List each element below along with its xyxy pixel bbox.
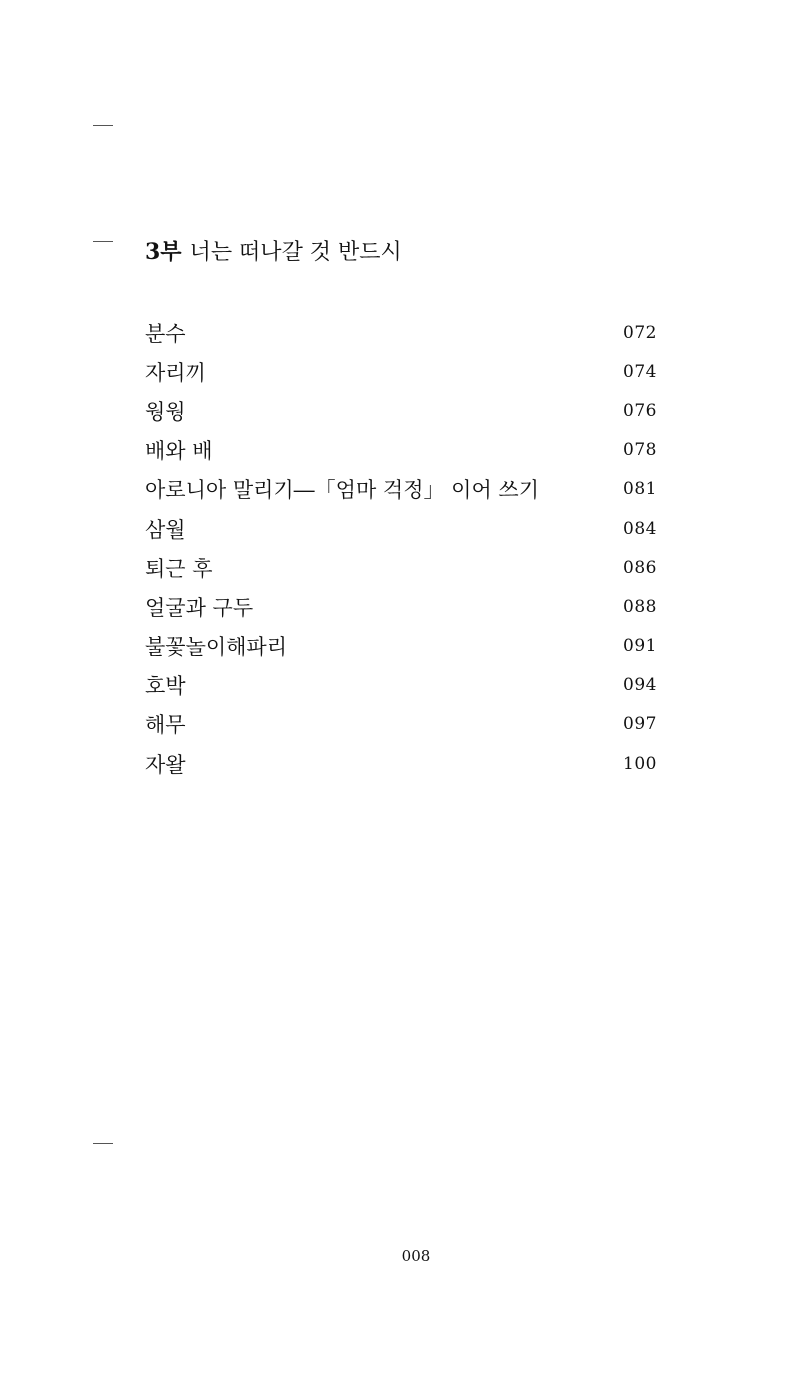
entry-title: 해무 — [145, 713, 186, 738]
entry-page-number: 074 — [623, 361, 657, 382]
toc-entry — [145, 431, 657, 470]
entry-title: 웡웡 — [145, 399, 186, 424]
entry-title: 얼굴과 구두 — [145, 595, 254, 620]
entry-page-number: 086 — [623, 557, 657, 578]
toc-entry — [145, 352, 657, 391]
toc-entry — [145, 470, 657, 509]
section-title — [145, 236, 402, 269]
entry-page-number: 097 — [623, 714, 657, 735]
entry-page-number: 081 — [623, 479, 657, 500]
entry-page-number: 072 — [623, 322, 657, 343]
entry-title: 불꽃놀이해파리 — [145, 635, 288, 660]
entry-page-number: 076 — [623, 400, 657, 421]
toc-entry — [145, 627, 657, 666]
part-label: 3부 — [145, 239, 182, 265]
entry-title: 삼월 — [145, 517, 186, 542]
entry-title: 아로니아 말리기―「엄마 걱정」 이어 쓰기 — [145, 478, 539, 503]
toc-entry — [145, 548, 657, 587]
toc-entry — [145, 313, 657, 352]
page-number: 008 — [401, 1247, 431, 1265]
entry-page-number: 078 — [623, 440, 657, 461]
entry-page-number: 100 — [623, 753, 657, 774]
toc-entry — [145, 509, 657, 548]
toc-entry — [145, 705, 657, 744]
entry-page-number: 091 — [623, 636, 657, 657]
entry-title: 배와 배 — [145, 439, 213, 464]
toc-entry — [145, 587, 657, 626]
part-name: 너는 떠나갈 것 반드시 — [189, 240, 402, 265]
margin-mark — [93, 241, 113, 242]
toc-entry — [145, 666, 657, 705]
entry-title: 퇴근 후 — [145, 556, 213, 581]
entry-page-number: 084 — [623, 518, 657, 539]
entry-title: 호박 — [145, 674, 186, 699]
toc-entry — [145, 744, 657, 783]
entry-title: 분수 — [145, 321, 186, 346]
entry-title: 자리끼 — [145, 360, 206, 385]
table-of-contents — [145, 313, 657, 783]
margin-mark — [93, 1143, 113, 1144]
entry-title: 자왈 — [145, 752, 186, 777]
toc-entry — [145, 391, 657, 430]
entry-page-number: 088 — [623, 596, 657, 617]
margin-mark — [93, 125, 113, 126]
entry-page-number: 094 — [623, 675, 657, 696]
